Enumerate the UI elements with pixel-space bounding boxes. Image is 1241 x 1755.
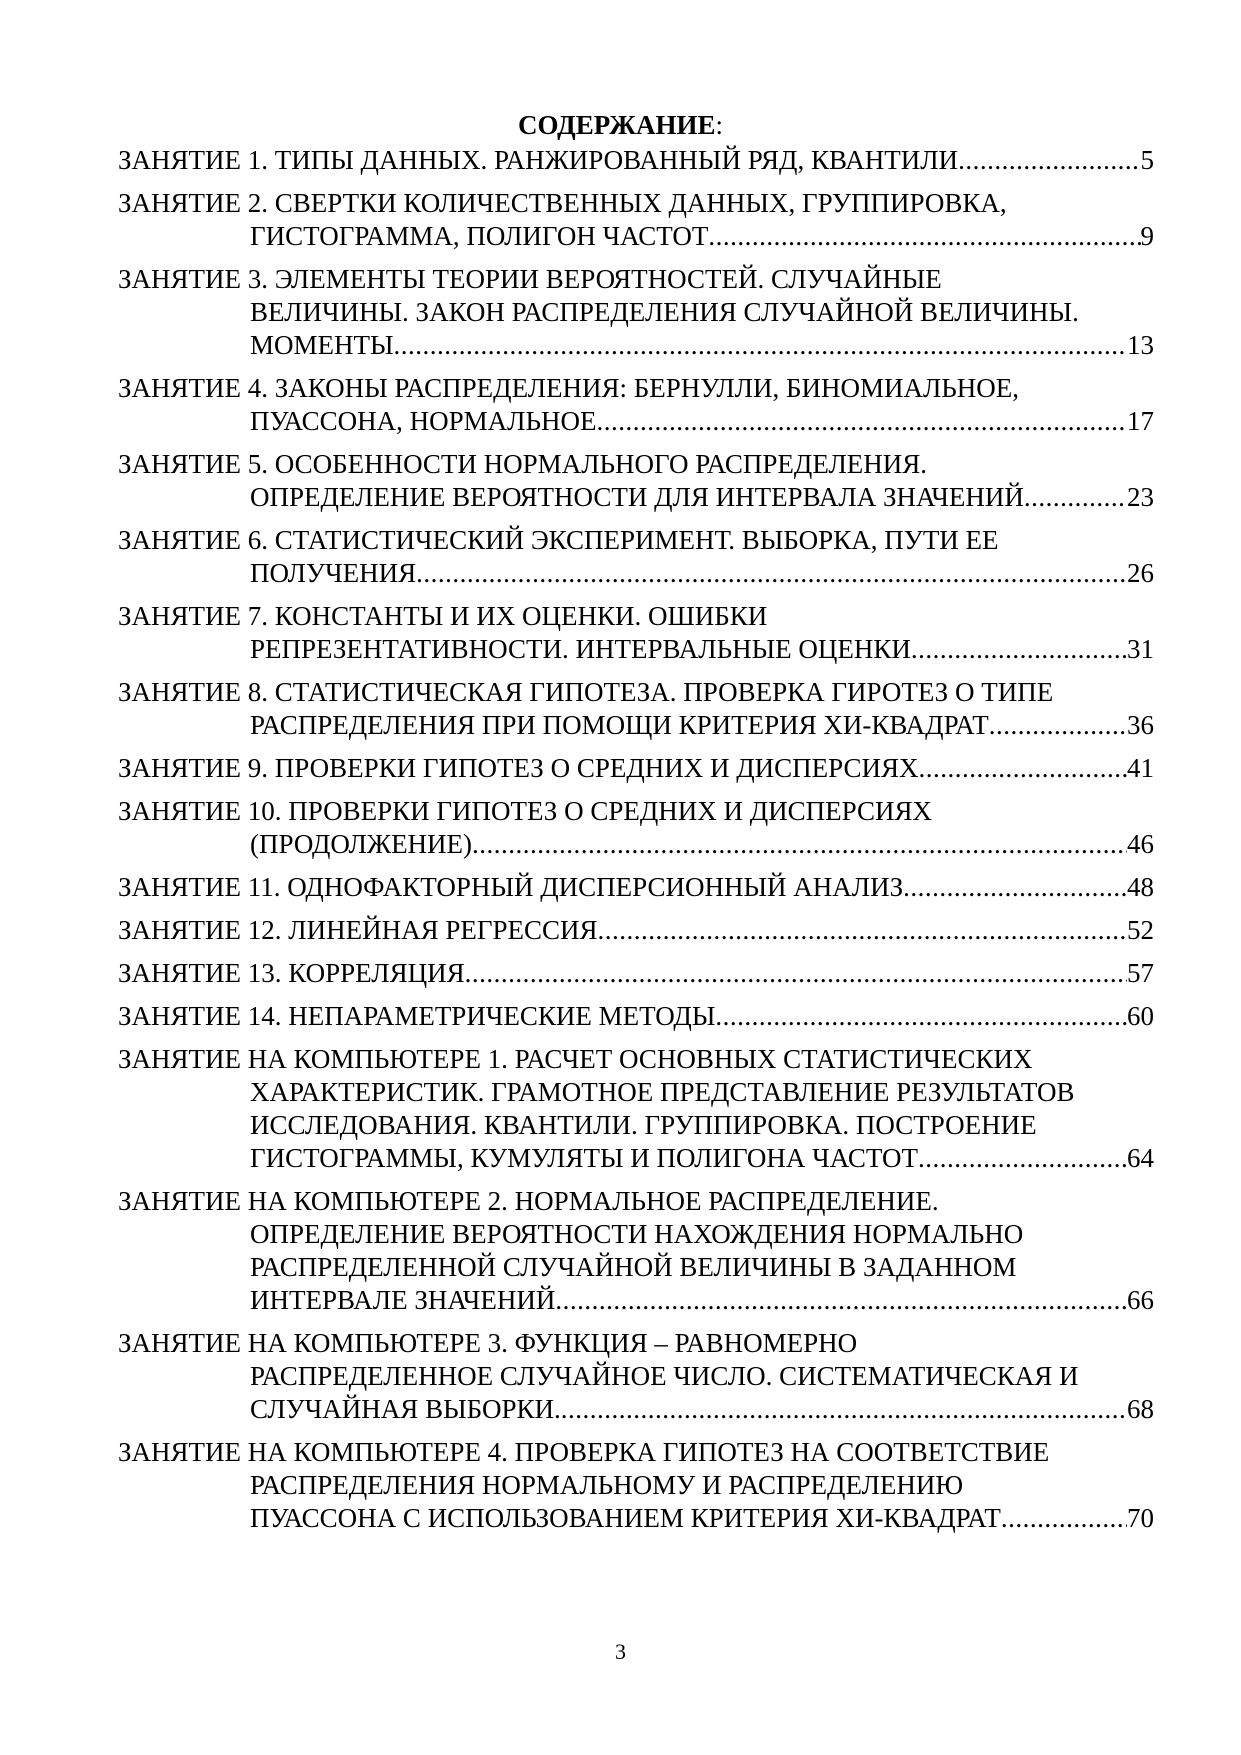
- toc-page-number: 48: [1127, 872, 1154, 902]
- toc-entry[interactable]: [118, 372, 1154, 438]
- toc-entry[interactable]: [118, 871, 1154, 904]
- toc-entry-line: [118, 828, 1154, 861]
- toc-leader-dots: [958, 144, 1140, 177]
- toc-leader-dots: [596, 405, 1127, 438]
- toc-leader-dots: [472, 828, 1127, 861]
- toc-entry-text: ПУАССОНА, НОРМАЛЬНОЕ: [250, 406, 597, 436]
- toc-entry-line: [118, 1284, 1154, 1317]
- toc-page-number: 70: [1127, 1503, 1154, 1533]
- toc-entry-line: [118, 633, 1154, 666]
- toc-page-number: 13: [1127, 330, 1154, 360]
- toc-entry-line: [118, 220, 1154, 253]
- toc-entry[interactable]: [118, 1000, 1154, 1033]
- toc-leader-dots: [561, 1393, 1127, 1426]
- toc-entry[interactable]: [118, 676, 1154, 742]
- toc-entry[interactable]: [118, 524, 1154, 590]
- toc-entry-text: ИССЛЕДОВАНИЯ. КВАНТИЛИ. ГРУППИРОВКА. ПОСТРОЕНИЕ: [250, 1110, 1037, 1140]
- toc-entry-text: ЗАНЯТИЕ НА КОМПЬЮТЕРЕ 4. ПРОВЕРКА ГИПОТЕЗ НА СООТВЕТСТВИЕ: [118, 1437, 1050, 1467]
- toc-entry-line: [118, 557, 1154, 590]
- toc-entry-line: [118, 600, 1154, 633]
- toc-entry-text: ЗАНЯТИЕ 9. ПРОВЕРКИ ГИПОТЕЗ О СРЕДНИХ И ДИСПЕРСИЯХ: [118, 753, 919, 783]
- toc-entry-line: [118, 795, 1154, 828]
- toc-leader-dots: [555, 1284, 1127, 1317]
- toc-title-colon: :: [715, 110, 723, 140]
- toc-page-number: 52: [1127, 915, 1154, 945]
- toc-page-number: 68: [1127, 1394, 1154, 1424]
- toc-entry[interactable]: [118, 263, 1154, 362]
- page-number: 3: [615, 1639, 626, 1664]
- toc-entry-line: [118, 524, 1154, 557]
- toc-entry[interactable]: [118, 1185, 1154, 1317]
- toc-entry-text: ПОЛУЧЕНИЯ: [250, 558, 417, 588]
- toc-leader-dots: [1001, 1502, 1127, 1535]
- toc-entry-text: ЗАНЯТИЕ 4. ЗАКОНЫ РАСПРЕДЕЛЕНИЯ: БЕРНУЛЛИ, БИНОМИАЛЬНОЕ,: [118, 373, 1020, 403]
- toc-title: [0, 108, 1241, 142]
- toc-entry[interactable]: [118, 600, 1154, 666]
- toc-page-number: 57: [1127, 958, 1154, 988]
- toc-entry-line: [118, 1251, 1154, 1284]
- toc-entry-text: РАСПРЕДЕЛЕНИЯ НОРМАЛЬНОМУ И РАСПРЕДЕЛЕНИЮ: [250, 1470, 964, 1500]
- toc-leader-dots: [715, 1000, 1127, 1033]
- toc-entry-text: ЗАНЯТИЕ 6. СТАТИСТИЧЕСКИЙ ЭКСПЕРИМЕНТ. ВЫБОРКА, ПУТИ ЕЕ: [118, 525, 999, 555]
- toc-entry-text: РАСПРЕДЕЛЕННОЙ СЛУЧАЙНОЙ ВЕЛИЧИНЫ В ЗАДАННОМ: [250, 1252, 1017, 1282]
- toc-page-number: 64: [1127, 1143, 1154, 1173]
- toc-entry-line: [118, 405, 1154, 438]
- toc-entry-line: [118, 187, 1154, 220]
- toc-entry-line: [118, 1142, 1154, 1175]
- toc-entry-text: ЗАНЯТИЕ 5. ОСОБЕННОСТИ НОРМАЛЬНОГО РАСПРЕДЕЛЕНИЯ.: [118, 449, 928, 479]
- toc-entry-line: [118, 752, 1154, 785]
- toc-entry[interactable]: [118, 1327, 1154, 1426]
- toc-entry-line: [118, 1109, 1154, 1142]
- toc-entry-line: [118, 1360, 1154, 1393]
- toc-leader-dots: [708, 220, 1140, 253]
- toc-entry-line: [118, 448, 1154, 481]
- toc-entry[interactable]: [118, 1043, 1154, 1175]
- toc-entry-text: РАСПРЕДЕЛЕННОЕ СЛУЧАЙНОЕ ЧИСЛО. СИСТЕМАТИЧЕСКАЯ И: [250, 1361, 1079, 1391]
- toc-leader-dots: [903, 871, 1127, 904]
- toc-leader-dots: [416, 557, 1127, 590]
- toc-entry-line: [118, 1393, 1154, 1426]
- toc-page-number: 26: [1127, 558, 1154, 588]
- toc-entry-text: ВЕЛИЧИНЫ. ЗАКОН РАСПРЕДЕЛЕНИЯ СЛУЧАЙНОЙ ВЕЛИЧИНЫ.: [250, 297, 1079, 327]
- toc-entry-text: ЗАНЯТИЕ 8. СТАТИСТИЧЕСКАЯ ГИПОТЕЗА. ПРОВЕРКА ГИРОТЕЗ О ТИПЕ: [118, 677, 1054, 707]
- toc-entry-line: [118, 1000, 1154, 1033]
- toc-list: [118, 144, 1154, 1545]
- toc-entry-text: ЗАНЯТИЕ 3. ЭЛЕМЕНТЫ ТЕОРИИ ВЕРОЯТНОСТЕЙ. СЛУЧАЙНЫЕ: [118, 264, 942, 294]
- toc-entry-line: [118, 871, 1154, 904]
- toc-entry-text: РЕПРЕЗЕНТАТИВНОСТИ. ИНТЕРВАЛЬНЫЕ ОЦЕНКИ: [250, 634, 911, 664]
- toc-entry-line: [118, 144, 1154, 177]
- toc-entry-text: ГИСТОГРАММЫ, КУМУЛЯТЫ И ПОЛИГОНА ЧАСТОТ: [250, 1143, 918, 1173]
- toc-title-text: СОДЕРЖАНИЕ: [517, 110, 716, 140]
- toc-page-number: 9: [1140, 221, 1154, 251]
- toc-entry-line: [118, 1043, 1154, 1076]
- toc-page-number: 5: [1140, 145, 1154, 175]
- toc-entry-line: [118, 709, 1154, 742]
- toc-entry-text: ЗАНЯТИЕ НА КОМПЬЮТЕРЕ 1. РАСЧЕТ ОСНОВНЫХ СТАТИСТИЧЕСКИХ: [118, 1044, 1033, 1074]
- toc-entry[interactable]: [118, 1436, 1154, 1535]
- toc-entry-text: ИНТЕРВАЛЕ ЗНАЧЕНИЙ: [250, 1285, 556, 1315]
- toc-entry-text: СЛУЧАЙНАЯ ВЫБОРКИ.: [250, 1394, 561, 1424]
- toc-entry-text: ЗАНЯТИЕ 12. ЛИНЕЙНАЯ РЕГРЕССИЯ: [118, 915, 598, 945]
- toc-entry-text: ПУАССОНА С ИСПОЛЬЗОВАНИЕМ КРИТЕРИЯ ХИ-КВАДРАТ: [250, 1503, 1001, 1533]
- toc-entry-line: [118, 1218, 1154, 1251]
- toc-entry[interactable]: [118, 957, 1154, 990]
- toc-entry-text: РАСПРЕДЕЛЕНИЯ ПРИ ПОМОЩИ КРИТЕРИЯ ХИ-КВАДРАТ: [250, 710, 989, 740]
- toc-page-number: 66: [1127, 1285, 1154, 1315]
- toc-entry-text: ГИСТОГРАММА, ПОЛИГОН ЧАСТОТ: [250, 221, 709, 251]
- toc-entry[interactable]: [118, 752, 1154, 785]
- toc-entry-line: [118, 1327, 1154, 1360]
- toc-entry-line: [118, 1185, 1154, 1218]
- toc-entry-text: (ПРОДОЛЖЕНИЕ): [250, 829, 473, 859]
- toc-entry-line: [118, 329, 1154, 362]
- toc-page-number: 31: [1127, 634, 1154, 664]
- toc-entry-line: [118, 1436, 1154, 1469]
- toc-entry[interactable]: [118, 795, 1154, 861]
- toc-leader-dots: [911, 633, 1127, 666]
- toc-entry-line: [118, 914, 1154, 947]
- toc-leader-dots: [1024, 481, 1127, 514]
- toc-entry-text: ОПРЕДЕЛЕНИЕ ВЕРОЯТНОСТИ ДЛЯ ИНТЕРВАЛА ЗНАЧЕНИЙ: [250, 482, 1024, 512]
- toc-entry-line: [118, 296, 1154, 329]
- toc-entry-text: ЗАНЯТИЕ 13. КОРРЕЛЯЦИЯ: [118, 958, 465, 988]
- toc-leader-dots: [465, 957, 1127, 990]
- toc-page-number: 41: [1127, 753, 1154, 783]
- toc-entry-line: [118, 1502, 1154, 1535]
- toc-entry-line: [118, 481, 1154, 514]
- toc-entry[interactable]: [118, 187, 1154, 253]
- toc-entry-text: ХАРАКТЕРИСТИК. ГРАМОТНОЕ ПРЕДСТАВЛЕНИЕ РЕЗУЛЬТАТОВ: [250, 1077, 1075, 1107]
- toc-page-number: 46: [1127, 829, 1154, 859]
- toc-entry-line: [118, 957, 1154, 990]
- toc-entry-text: ЗАНЯТИЕ НА КОМПЬЮТЕРЕ 3. ФУНКЦИЯ – РАВНОМЕРНО: [118, 1328, 858, 1358]
- toc-leader-dots: [597, 914, 1127, 947]
- toc-leader-dots: [919, 752, 1127, 785]
- toc-entry-text: ЗАНЯТИЕ 2. СВЕРТКИ КОЛИЧЕСТВЕННЫХ ДАННЫХ, ГРУППИРОВКА,: [118, 188, 1007, 218]
- toc-entry[interactable]: [118, 448, 1154, 514]
- toc-entry-line: [118, 676, 1154, 709]
- toc-entry-text: ЗАНЯТИЕ НА КОМПЬЮТЕРЕ 2. НОРМАЛЬНОЕ РАСПРЕДЕЛЕНИЕ.: [118, 1186, 939, 1216]
- toc-entry-text: ЗАНЯТИЕ 7. КОНСТАНТЫ И ИХ ОЦЕНКИ. ОШИБКИ: [118, 601, 768, 631]
- toc-entry-text: МОМЕНТЫ: [250, 330, 394, 360]
- toc-page-number: 23: [1127, 482, 1154, 512]
- toc-entry-line: [118, 372, 1154, 405]
- toc-page-number: 17: [1127, 406, 1154, 436]
- toc-entry-text: ЗАНЯТИЕ 10. ПРОВЕРКИ ГИПОТЕЗ О СРЕДНИХ И ДИСПЕРСИЯХ: [118, 796, 933, 826]
- toc-entry-line: [118, 1469, 1154, 1502]
- toc-entry-text: ЗАНЯТИЕ 14. НЕПАРАМЕТРИЧЕСКИЕ МЕТОДЫ: [118, 1001, 716, 1031]
- toc-entry-text: ЗАНЯТИЕ 1. ТИПЫ ДАННЫХ. РАНЖИРОВАННЫЙ РЯД, КВАНТИЛИ: [118, 145, 959, 175]
- toc-entry[interactable]: [118, 144, 1154, 177]
- toc-page-number: 36: [1127, 710, 1154, 740]
- toc-leader-dots: [394, 329, 1127, 362]
- toc-leader-dots: [989, 709, 1127, 742]
- toc-entry-text: ЗАНЯТИЕ 11. ОДНОФАКТОРНЫЙ ДИСПЕРСИОННЫЙ АНАЛИЗ: [118, 872, 904, 902]
- toc-leader-dots: [918, 1142, 1127, 1175]
- toc-entry-line: [118, 1076, 1154, 1109]
- toc-entry-text: ОПРЕДЕЛЕНИЕ ВЕРОЯТНОСТИ НАХОЖДЕНИЯ НОРМАЛЬНО: [250, 1219, 1024, 1249]
- toc-entry[interactable]: [118, 914, 1154, 947]
- toc-entry-line: [118, 263, 1154, 296]
- toc-page-number: 60: [1127, 1001, 1154, 1031]
